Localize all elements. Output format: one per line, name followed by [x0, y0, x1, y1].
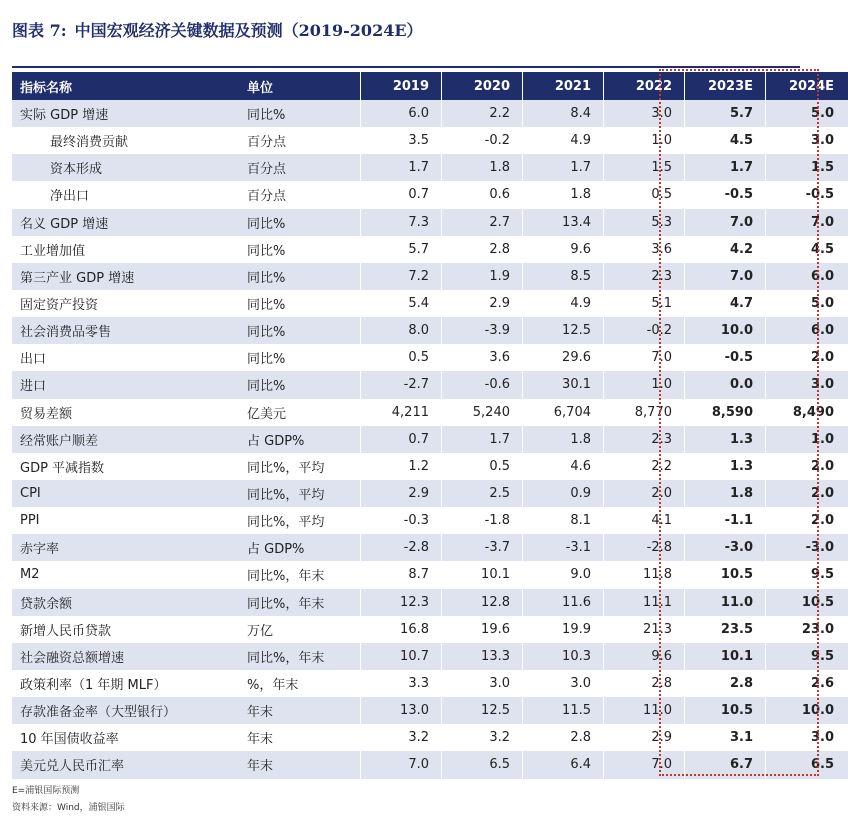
value-cell: 2.8: [603, 670, 684, 697]
forecast-value-cell: 10.5: [684, 697, 765, 724]
value-cell: 11.6: [522, 589, 603, 616]
forecast-value-cell: 1.8: [684, 480, 765, 507]
value-cell: 1.2: [360, 453, 441, 480]
value-cell: 1.5: [603, 154, 684, 181]
figure-label: 图表 7:: [12, 21, 67, 40]
table-row: [12, 154, 848, 181]
forecast-value-cell: 2.6: [765, 670, 846, 697]
forecast-value-cell: 10.5: [765, 589, 846, 616]
value-cell: 19.6: [441, 616, 522, 643]
value-cell: 3.0: [522, 670, 603, 697]
value-cell: 1.0: [603, 127, 684, 154]
value-cell: 8,770: [603, 399, 684, 426]
forecast-value-cell: 2.0: [765, 453, 846, 480]
value-cell: 4,211: [360, 399, 441, 426]
forecast-value-cell: -0.5: [684, 344, 765, 371]
value-cell: 2.8: [522, 724, 603, 751]
forecast-value-cell: 23.5: [684, 616, 765, 643]
value-cell: 12.5: [441, 697, 522, 724]
value-cell: 2.2: [441, 100, 522, 127]
value-cell: 2.9: [441, 290, 522, 317]
header-year: 2021: [522, 72, 603, 100]
forecast-value-cell: -1.1: [684, 507, 765, 534]
value-cell: 6.4: [522, 751, 603, 778]
indicator-name: 固定资产投资: [20, 298, 99, 314]
forecast-value-cell: 2.0: [765, 480, 846, 507]
indicator-unit: 同比%: [247, 243, 286, 259]
table-row: [12, 127, 848, 154]
indicator-unit: 同比%，平均: [247, 460, 325, 476]
forecast-value-cell: 4.5: [684, 127, 765, 154]
forecast-value-cell: 2.0: [765, 344, 846, 371]
value-cell: -1.8: [441, 507, 522, 534]
table-row: [12, 453, 848, 480]
indicator-name: 社会消费品零售: [20, 325, 112, 341]
indicator-unit: 同比%，平均: [247, 515, 325, 531]
forecast-value-cell: 10.1: [684, 643, 765, 670]
value-cell: 8.1: [522, 507, 603, 534]
indicator-name: CPI: [20, 486, 41, 502]
forecast-value-cell: 8,590: [684, 399, 765, 426]
forecast-value-cell: 4.5: [765, 236, 846, 263]
value-cell: 2.3: [603, 263, 684, 290]
indicator-name: 工业增加值: [20, 243, 86, 259]
indicator-unit: %，年末: [247, 678, 299, 694]
table-row: [12, 561, 848, 588]
forecast-value-cell: 8,490: [765, 399, 846, 426]
value-cell: 0.7: [360, 181, 441, 208]
value-cell: 7.0: [360, 751, 441, 778]
value-cell: -2.7: [360, 371, 441, 398]
forecast-value-cell: 1.3: [684, 453, 765, 480]
value-cell: 7.3: [360, 209, 441, 236]
indicator-unit: 同比%，年末: [247, 596, 325, 612]
value-cell: 8.0: [360, 317, 441, 344]
value-cell: 0.5: [360, 344, 441, 371]
table-row: [12, 209, 848, 236]
value-cell: 5,240: [441, 399, 522, 426]
value-cell: 3.6: [441, 344, 522, 371]
forecast-value-cell: 6.0: [765, 263, 846, 290]
value-cell: -2.8: [360, 534, 441, 561]
indicator-name: 贷款余额: [20, 596, 73, 612]
table-row: [12, 263, 848, 290]
value-cell: 1.0: [603, 371, 684, 398]
value-cell: 2.9: [603, 724, 684, 751]
value-cell: 6.0: [360, 100, 441, 127]
value-cell: 5.1: [603, 290, 684, 317]
forecast-value-cell: 6.7: [684, 751, 765, 778]
table-row: [12, 589, 848, 616]
forecast-value-cell: 11.0: [684, 589, 765, 616]
forecast-value-cell: 2.8: [684, 670, 765, 697]
value-cell: -0.2: [603, 317, 684, 344]
value-cell: 12.5: [522, 317, 603, 344]
value-cell: 2.0: [603, 480, 684, 507]
forecast-value-cell: 4.7: [684, 290, 765, 317]
value-cell: 1.7: [522, 154, 603, 181]
value-cell: 8.4: [522, 100, 603, 127]
forecast-value-cell: 9.5: [765, 643, 846, 670]
value-cell: 11.0: [603, 697, 684, 724]
indicator-unit: 年末: [247, 759, 274, 775]
indicator-unit: 同比%，年末: [247, 650, 325, 666]
value-cell: 1.7: [441, 426, 522, 453]
indicator-unit: 同比%，平均: [247, 488, 325, 504]
indicator-name: GDP 平减指数: [20, 460, 105, 476]
title-rule: [12, 66, 800, 68]
indicator-unit: 万亿: [247, 623, 274, 639]
forecast-value-cell: 3.0: [765, 724, 846, 751]
value-cell: 12.8: [441, 589, 522, 616]
value-cell: 29.6: [522, 344, 603, 371]
value-cell: 4.9: [522, 127, 603, 154]
forecast-value-cell: -0.5: [684, 181, 765, 208]
indicator-name: 最终消费贡献: [50, 135, 129, 151]
value-cell: -3.7: [441, 534, 522, 561]
indicator-name: 出口: [20, 352, 47, 368]
value-cell: 2.7: [441, 209, 522, 236]
indicator-unit: 同比%，年末: [247, 569, 325, 585]
value-cell: 2.3: [603, 426, 684, 453]
value-cell: -0.3: [360, 507, 441, 534]
forecast-value-cell: -3.0: [765, 534, 846, 561]
header-year-forecast: 2024E: [765, 72, 846, 100]
forecast-value-cell: 7.0: [684, 209, 765, 236]
value-cell: 6,704: [522, 399, 603, 426]
footnote-source: 资料来源：Wind，浦银国际: [12, 803, 125, 813]
forecast-value-cell: 6.5: [765, 751, 846, 778]
forecast-value-cell: 0.0: [684, 371, 765, 398]
indicator-unit: 同比%: [247, 298, 286, 314]
value-cell: 9.6: [522, 236, 603, 263]
value-cell: 2.9: [360, 480, 441, 507]
indicator-name: PPI: [20, 513, 40, 529]
value-cell: 10.1: [441, 561, 522, 588]
indicator-unit: 同比%: [247, 216, 286, 232]
indicator-unit: 同比%: [247, 270, 286, 286]
indicator-name: M2: [20, 567, 40, 583]
value-cell: 10.3: [522, 643, 603, 670]
table-row: [12, 317, 848, 344]
indicator-name: 名义 GDP 增速: [20, 216, 109, 232]
value-cell: 4.9: [522, 290, 603, 317]
indicator-unit: 百分点: [247, 162, 287, 178]
header-year: 2019: [360, 72, 441, 100]
value-cell: 12.3: [360, 589, 441, 616]
value-cell: 0.9: [522, 480, 603, 507]
value-cell: 10.7: [360, 643, 441, 670]
forecast-value-cell: 3.0: [765, 127, 846, 154]
value-cell: -3.9: [441, 317, 522, 344]
value-cell: 1.8: [522, 181, 603, 208]
indicator-unit: 亿美元: [247, 406, 287, 422]
forecast-value-cell: 23.0: [765, 616, 846, 643]
indicator-name: 资本形成: [50, 162, 103, 178]
value-cell: 5.4: [360, 290, 441, 317]
value-cell: 1.8: [522, 426, 603, 453]
figure-title: [12, 18, 423, 42]
value-cell: 7.0: [603, 344, 684, 371]
indicator-name: 新增人民币贷款: [20, 623, 112, 639]
forecast-value-cell: 1.3: [684, 426, 765, 453]
value-cell: 0.5: [603, 181, 684, 208]
value-cell: 8.5: [522, 263, 603, 290]
indicator-name: 实际 GDP 增速: [20, 108, 109, 124]
forecast-value-cell: 6.0: [765, 317, 846, 344]
value-cell: 5.7: [360, 236, 441, 263]
forecast-value-cell: 5.0: [765, 290, 846, 317]
indicator-name: 第三产业 GDP 增速: [20, 270, 135, 286]
value-cell: 3.0: [603, 100, 684, 127]
value-cell: 3.5: [360, 127, 441, 154]
figure-title-text: 中国宏观经济关键数据及预测（2019-2024E）: [74, 21, 423, 40]
indicator-name: 赤字率: [20, 542, 60, 558]
table-row: [12, 507, 848, 534]
value-cell: 11.5: [522, 697, 603, 724]
table-row: [12, 371, 848, 398]
forecast-value-cell: 1.5: [765, 154, 846, 181]
value-cell: 13.3: [441, 643, 522, 670]
value-cell: 30.1: [522, 371, 603, 398]
value-cell: 8.7: [360, 561, 441, 588]
indicator-unit: 年末: [247, 705, 274, 721]
indicator-unit: 同比%: [247, 325, 286, 341]
table-row: [12, 616, 848, 643]
value-cell: 16.8: [360, 616, 441, 643]
value-cell: 2.5: [441, 480, 522, 507]
value-cell: -0.6: [441, 371, 522, 398]
forecast-value-cell: 3.1: [684, 724, 765, 751]
macro-data-table: [12, 72, 848, 779]
forecast-value-cell: 10.0: [765, 697, 846, 724]
indicator-unit: 同比%: [247, 379, 286, 395]
forecast-value-cell: 1.0: [765, 426, 846, 453]
value-cell: 1.8: [441, 154, 522, 181]
forecast-value-cell: 2.0: [765, 507, 846, 534]
value-cell: 7.0: [603, 751, 684, 778]
value-cell: 2.8: [441, 236, 522, 263]
table-row: [12, 751, 848, 778]
value-cell: 9.0: [522, 561, 603, 588]
value-cell: 3.3: [360, 670, 441, 697]
value-cell: 13.4: [522, 209, 603, 236]
table-row: [12, 236, 848, 263]
table-row: [12, 181, 848, 208]
forecast-value-cell: 3.0: [765, 371, 846, 398]
value-cell: 4.1: [603, 507, 684, 534]
forecast-value-cell: 4.2: [684, 236, 765, 263]
table-row: [12, 534, 848, 561]
indicator-name: 美元兑人民币汇率: [20, 759, 125, 775]
table-row: [12, 100, 848, 127]
forecast-value-cell: 9.5: [765, 561, 846, 588]
value-cell: 3.0: [441, 670, 522, 697]
value-cell: -3.1: [522, 534, 603, 561]
value-cell: 4.6: [522, 453, 603, 480]
forecast-value-cell: 7.0: [765, 209, 846, 236]
forecast-value-cell: -0.5: [765, 181, 846, 208]
table-header: [12, 72, 848, 100]
value-cell: 3.2: [441, 724, 522, 751]
value-cell: 0.5: [441, 453, 522, 480]
value-cell: 19.9: [522, 616, 603, 643]
indicator-name: 政策利率（1 年期 MLF）: [20, 678, 167, 694]
header-unit: 单位: [247, 80, 274, 96]
value-cell: 0.7: [360, 426, 441, 453]
indicator-unit: 占 GDP%: [247, 542, 305, 558]
header-year: 2020: [441, 72, 522, 100]
table-row: [12, 399, 848, 426]
forecast-value-cell: 7.0: [684, 263, 765, 290]
header-year: 2022: [603, 72, 684, 100]
value-cell: -2.8: [603, 534, 684, 561]
value-cell: 5.3: [603, 209, 684, 236]
value-cell: 1.9: [441, 263, 522, 290]
forecast-value-cell: 1.7: [684, 154, 765, 181]
indicator-name: 社会融资总额增速: [20, 650, 125, 666]
table-row: [12, 643, 848, 670]
footnote-estimate: E=浦银国际预测: [12, 786, 80, 796]
header-year-forecast: 2023E: [684, 72, 765, 100]
indicator-unit: 百分点: [247, 135, 287, 151]
table-row: [12, 670, 848, 697]
value-cell: 21.3: [603, 616, 684, 643]
indicator-unit: 占 GDP%: [247, 433, 305, 449]
header-indicator-name: 指标名称: [20, 80, 73, 96]
indicator-unit: 同比%: [247, 108, 286, 124]
indicator-name: 贸易差额: [20, 406, 73, 422]
table-row: [12, 724, 848, 751]
indicator-name: 净出口: [50, 189, 90, 205]
value-cell: 11.8: [603, 561, 684, 588]
indicator-name: 经常账户顺差: [20, 433, 99, 449]
value-cell: 6.5: [441, 751, 522, 778]
value-cell: 3.2: [360, 724, 441, 751]
table-row: [12, 426, 848, 453]
forecast-value-cell: -3.0: [684, 534, 765, 561]
forecast-value-cell: 5.0: [765, 100, 846, 127]
value-cell: 13.0: [360, 697, 441, 724]
table-body: [12, 100, 848, 779]
value-cell: 0.6: [441, 181, 522, 208]
table-row: [12, 290, 848, 317]
indicator-name: 存款准备金率（大型银行）: [20, 705, 177, 721]
value-cell: -0.2: [441, 127, 522, 154]
indicator-unit: 同比%: [247, 352, 286, 368]
forecast-value-cell: 5.7: [684, 100, 765, 127]
indicator-unit: 百分点: [247, 189, 287, 205]
table-row: [12, 697, 848, 724]
value-cell: 11.1: [603, 589, 684, 616]
forecast-value-cell: 10.0: [684, 317, 765, 344]
value-cell: 2.2: [603, 453, 684, 480]
value-cell: 3.6: [603, 236, 684, 263]
table-row: [12, 344, 848, 371]
indicator-name: 进口: [20, 379, 47, 395]
indicator-unit: 年末: [247, 732, 274, 748]
forecast-value-cell: 10.5: [684, 561, 765, 588]
value-cell: 9.6: [603, 643, 684, 670]
table-row: [12, 480, 848, 507]
value-cell: 1.7: [360, 154, 441, 181]
indicator-name: 10 年国债收益率: [20, 732, 119, 748]
value-cell: 7.2: [360, 263, 441, 290]
